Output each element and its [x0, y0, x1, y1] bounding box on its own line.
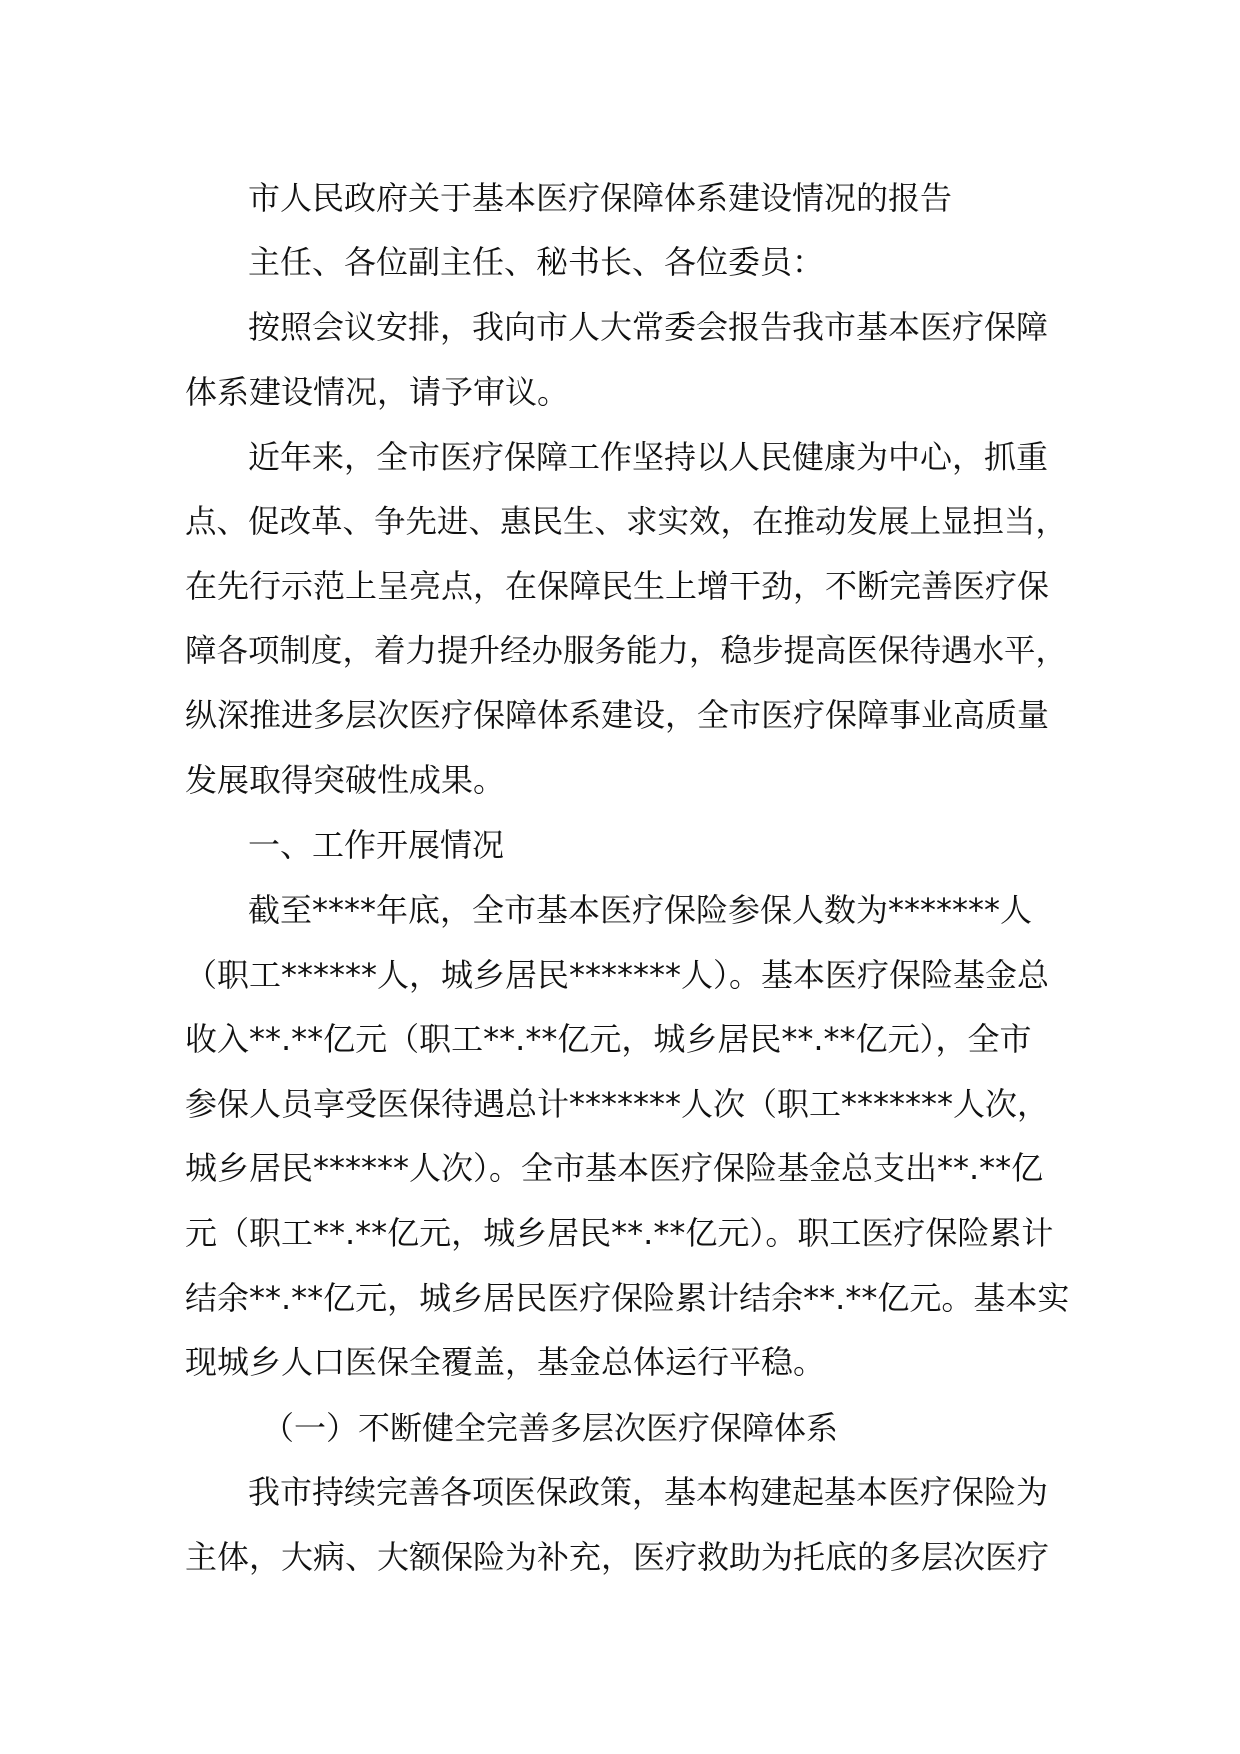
paragraph-line: 城乡居民******人次）。全市基本医疗保险基金总支出**.**亿: [185, 1149, 1044, 1187]
section-heading: 一、工作开展情况: [248, 826, 505, 864]
paragraph-line: 收入**.**亿元（职工**.**亿元，城乡居民**.**亿元），全市: [185, 1020, 1032, 1058]
paragraph-line: 障各项制度，着力提升经办服务能力，稳步提高医保待遇水平，: [185, 633, 1068, 669]
paragraph-line: 在先行示范上呈亮点，在保障民生上增干劲，不断完善医疗保: [185, 567, 1050, 605]
paragraph-line: （职工******人，城乡居民*******人）。基本医疗保险基金总: [185, 956, 1050, 994]
paragraph-line: 主体，大病、大额保险为补充，医疗救助为托底的多层次医疗: [185, 1538, 1050, 1576]
paragraph-line: 参保人员享受医保待遇总计*******人次（职工*******人次，: [185, 1085, 1050, 1123]
paragraph-line: 发展取得突破性成果。: [185, 761, 506, 799]
paragraph-line: 我市持续完善各项医保政策，基本构建起基本医疗保险为: [248, 1473, 1049, 1511]
subsection-heading: （一）不断健全完善多层次医疗保障体系: [262, 1409, 839, 1447]
document-title: 市人民政府关于基本医疗保障体系建设情况的报告: [248, 179, 953, 217]
paragraph-line: 结余**.**亿元，城乡居民医疗保险累计结余**.**亿元。基本实: [185, 1279, 1070, 1317]
paragraph-line: 纵深推进多层次医疗保障体系建设，全市医疗保障事业高质量: [185, 696, 1050, 734]
paragraph-line: 点、促改革、争先进、惠民生、求实效，在推动发展上显担当，: [185, 504, 1068, 540]
salutation: 主任、各位副主任、秘书长、各位委员：: [248, 243, 825, 281]
paragraph-line: 近年来，全市医疗保障工作坚持以人民健康为中心，抓重: [248, 438, 1049, 476]
paragraph-line: 元（职工**.**亿元，城乡居民**.**亿元）。职工医疗保险累计: [185, 1214, 1054, 1252]
paragraph-line: 按照会议安排，我向市人大常委会报告我市基本医疗保障: [248, 308, 1049, 346]
paragraph-line: 现城乡人口医保全覆盖，基金总体运行平稳。: [185, 1343, 826, 1381]
paragraph-line: 体系建设情况，请予审议。: [185, 373, 570, 411]
paragraph-line: 截至****年底，全市基本医疗保险参保人数为*******人: [248, 891, 1033, 929]
